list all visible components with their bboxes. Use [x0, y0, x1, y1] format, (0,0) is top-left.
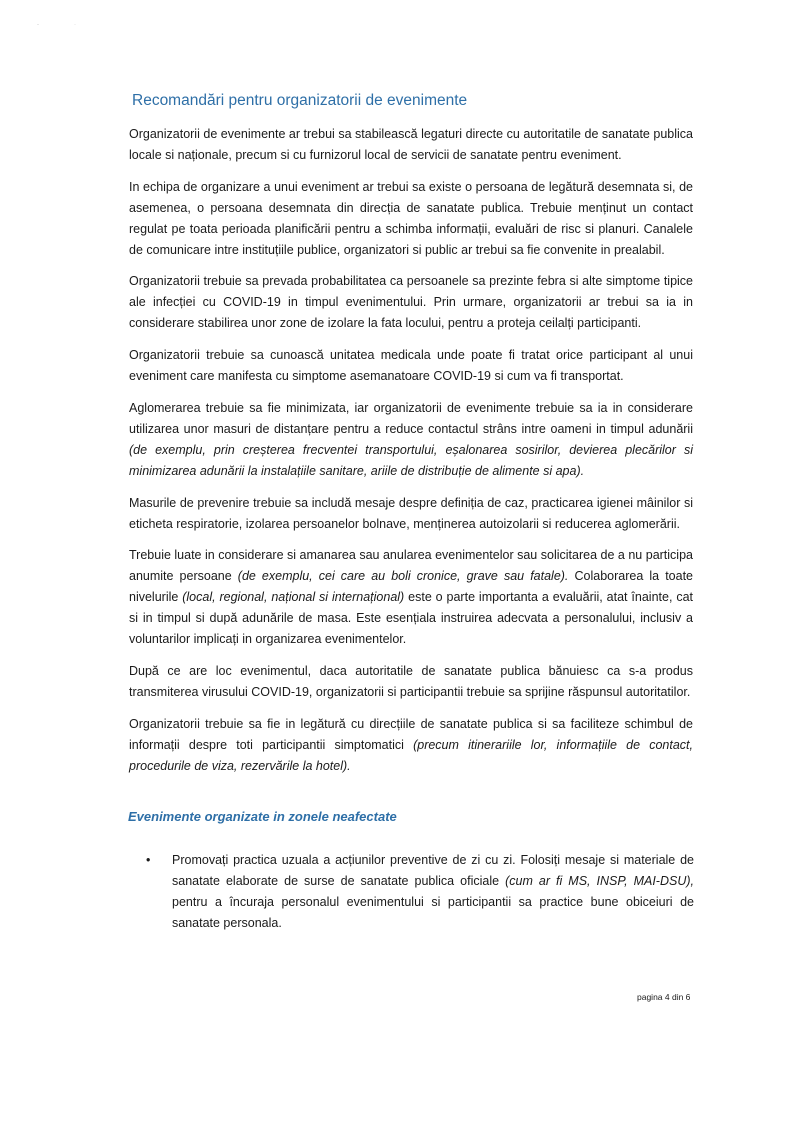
- scan-artifact: ·: [74, 22, 76, 28]
- italic-text: (precum itinerariile lor, informațiile de contact, procedurile de viza, rezervările la hotel).: [129, 738, 693, 773]
- italic-text: (cum ar fi MS, INSP, MAI-DSU),: [505, 874, 695, 888]
- text-run: este o parte importanta a evaluării, atat înainte, cat si in timpul si după adunările de masa. Este esențiala instruirea adecvata a personalului, inclusiv a voluntarilor implicați in organizarea evenimentelor.: [129, 590, 693, 646]
- text-run: Organizatorii trebuie sa fie in legătură cu direcțiile de sanatate publica si sa faciliteze schimbul de informații despre toti participantii simptomatici: [129, 717, 693, 752]
- paragraph: [129, 398, 693, 482]
- page-number: pagina 4 din 6: [637, 992, 691, 1002]
- bullet-marker: •: [146, 853, 151, 867]
- paragraph: [129, 345, 693, 387]
- italic-text: (local, regional, național si internațional): [182, 590, 405, 604]
- paragraph: [129, 271, 693, 334]
- paragraph: [129, 493, 693, 535]
- bullet-list: [146, 850, 694, 934]
- section-heading: Recomandări pentru organizatorii de evenimente: [132, 92, 468, 109]
- paragraph: [129, 661, 693, 703]
- text-run: Organizatorii de evenimente ar trebui sa stabilească legaturi directe cu autoritatile de sanatate publica locale si naționale, precum si cu furnizorul local de servicii de sanatate pentru eveniment.: [129, 127, 693, 162]
- bullet-item: [172, 850, 694, 934]
- text-run: Trebuie luate in considerare si amanarea sau anularea evenimentelor sau solicitarea de a nu participa anumite persoane: [129, 548, 693, 583]
- text-run: In echipa de organizare a unui eveniment ar trebui sa existe o persoana de legătură desemnata si, de asemenea, o persoana desemnata din direcția de sanatate publica. Trebuie menținut un contact regulat pe toata perioada planificării pentru a schimba informații, evaluări de risc si planuri. Canalele de comunicare intre instituțiile publice, organizatori si public ar trebui sa fie convenite in prealabil.: [129, 180, 693, 257]
- text-run: Promovați practica uzuala a acțiunilor preventive de zi cu zi. Folosiți mesaje si materiale de sanatate elaborate de surse de sanatate publica oficiale: [172, 853, 694, 888]
- subsection-heading: Evenimente organizate in zonele neafectate: [128, 809, 397, 824]
- text-run: Colaborarea la toate nivelurile: [129, 569, 694, 604]
- paragraph: [129, 714, 693, 777]
- text-run: Organizatorii trebuie sa prevada probabilitatea ca persoanele sa prezinte febra si alte simptome tipice ale infecției cu COVID-19 in timpul evenimentului. Prin urmare, organizatorii ar trebui sa ia in considerare stabilirea unor zone de izolare la fata locului, pentru a proteja ceilalți participanti.: [129, 274, 693, 330]
- text-run: Organizatorii trebuie sa cunoască unitatea medicala unde poate fi tratat orice participant al unui eveniment care manifesta cu simptome asemanatoare COVID-19 si cum va fi transportat.: [129, 348, 693, 383]
- italic-text: (de exemplu, cei care au boli cronice, grave sau fatale).: [237, 569, 569, 583]
- paragraph: [129, 124, 693, 166]
- text-run: pentru a încuraja personalul evenimentului si participantii sa practice bune obiceiuri de sanatate personala.: [172, 895, 694, 930]
- text-run: După ce are loc evenimentul, daca autoritatile de sanatate publica bănuiesc ca s-a produs transmiterea virusului COVID-19, organizatorii si participantii trebuie sa sprijine răspunsul autoritatilor.: [129, 664, 693, 699]
- text-run: Aglomerarea trebuie sa fie minimizata, iar organizatorii de evenimente trebuie sa ia in considerare utilizarea unor masuri de distanțare pentru a reduce contactul strâns intre oameni in timpul adunării: [129, 401, 693, 436]
- paragraph: [129, 177, 693, 261]
- scan-artifact: ‐: [37, 22, 39, 28]
- paragraph: [129, 545, 693, 650]
- italic-text: (de exemplu, prin creșterea frecventei transportului, eșalonarea sosirilor, devierea plecărilor si minimizarea adunării la instalațiile sanitare, ariile de distribuție de alimente si apa).: [129, 443, 693, 478]
- text-run: Masurile de prevenire trebuie sa includă mesaje despre definiția de caz, practicarea igienei mâinilor si eticheta respiratorie, izolarea persoanelor bolnave, menținerea autoizolarii si reducerea aglomerării.: [129, 496, 693, 531]
